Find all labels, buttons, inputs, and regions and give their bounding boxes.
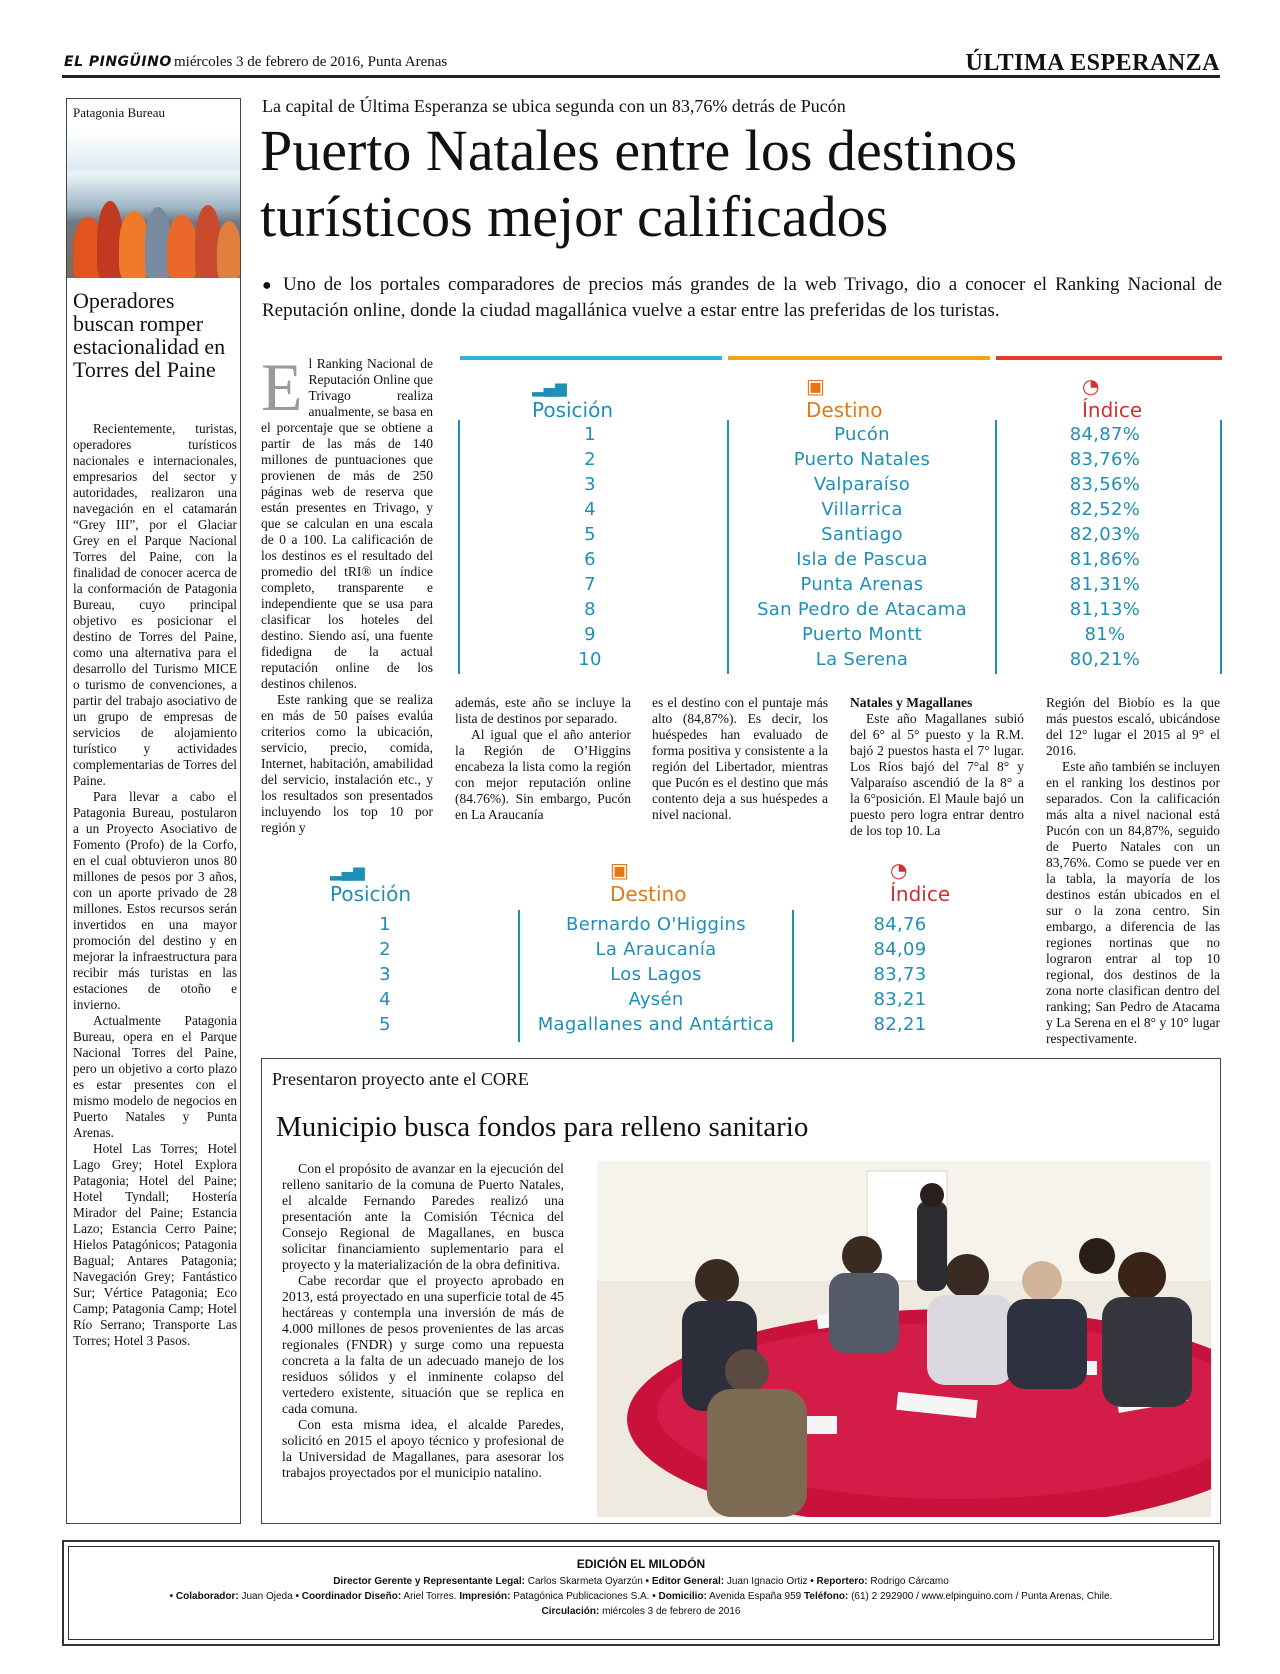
story-paragraph: además, este año se incluye la lista de destinos por separado. bbox=[455, 695, 631, 726]
sidebar-paragraph: Para llevar a cabo el Patagonia Bureau, postularon a un Proyecto Asociativo de Fomento (Profo) de la Corfo, en el cual obtuvieron unos 80 millones de pesos por 3 años, con un aporte privado de 28 millones. Estos recursos serán invertidos en una mayor promoción del destino y en mejorar la infraestructura para recibir más turistas en las estaciones de otoño e invierno. bbox=[73, 789, 237, 1012]
story-column-3 bbox=[652, 695, 828, 823]
table-cell-dest: Isla de Pascua bbox=[796, 549, 928, 570]
table2-header-posicion: ▂▄▆ Posición bbox=[330, 863, 412, 906]
newspaper-logo: EL PINGÜINO bbox=[64, 54, 172, 70]
story-deck: La capital de Última Esperanza se ubica segunda con un 83,76% detrás de Pucón bbox=[262, 96, 846, 116]
suitcase-icon: ▣ bbox=[610, 858, 629, 882]
table-cell-dest: Bernardo O'Higgins bbox=[566, 914, 746, 935]
table-cell-idx: 83,76% bbox=[1069, 449, 1141, 470]
gauge-icon: ◔ bbox=[1082, 374, 1100, 398]
table-cell-pos: 1 bbox=[584, 424, 596, 445]
table-cell-pos: 4 bbox=[584, 499, 596, 520]
edition-date: miércoles 3 de febrero de 2016, Punta Arenas bbox=[174, 54, 448, 70]
table-cell-pos: 3 bbox=[379, 964, 391, 985]
color-bar bbox=[460, 356, 722, 360]
table-cell-pos: 1 bbox=[379, 914, 391, 935]
sidebar-kicker: Patagonia Bureau bbox=[73, 105, 166, 120]
table-cell-idx: 82,03% bbox=[1069, 524, 1141, 545]
table2-header-destino: ▣ Destino bbox=[610, 858, 687, 906]
bar-chart-icon: ▂▄▆ bbox=[532, 379, 567, 397]
story-column-4 bbox=[850, 695, 1024, 839]
color-bar bbox=[996, 356, 1222, 360]
table-cell-dest: Villarrica bbox=[821, 499, 903, 520]
table-divider bbox=[995, 420, 997, 674]
table-cell-idx: 81,13% bbox=[1069, 599, 1141, 620]
sidebar-paragraph: Recientemente, turistas, operadores turísticos nacionales e internacionales, empresarios del sector y autoridades, realizaron una navegación en el catamarán “Grey III”, por el Glaciar Grey en el Parque Nacional Torres del Paine, con la finalidad de conocer acerca de la conformación de Patagonia Bureau, cuyo principal objetivo es posicionar el destino de Torres del Paine, como una alternativa para el desarrollo del Turismo MICE o turismo de convenciones, a partir del trabajo asociativo de un grupo de empresas de servicios de alojamiento turístico y actividades complementarias de Torres del Paine. bbox=[73, 421, 237, 788]
table1-header-indice: ◔ Índice bbox=[1082, 374, 1143, 422]
story-paragraph: Al igual que el año anterior la Región de O’Higgins encabeza la lista como la región con mejor reputación online (84.76%). Sin embargo, Pucón en La Araucanía bbox=[455, 727, 631, 822]
table-divider bbox=[792, 910, 794, 1042]
table-cell-dest: La Araucanía bbox=[595, 939, 717, 960]
table-cell-idx: 82,52% bbox=[1069, 499, 1141, 520]
relleno-headline: Municipio busca fondos para relleno sanitario bbox=[276, 1111, 809, 1143]
staff-line-1: Director Gerente y Representante Legal: Carlos Skarmeta Oyarzún • Editor General: Juan Ignacio Ortiz • Reportero: Rodrigo Cárcamo bbox=[333, 1576, 949, 1587]
sidebar-photo bbox=[67, 131, 240, 278]
table-cell-dest: Puerto Montt bbox=[802, 624, 922, 645]
story-column-2 bbox=[455, 695, 631, 823]
story-title: Puerto Natales entre los destinos turísticos mejor calificados bbox=[260, 118, 1018, 249]
subhead: Natales y Magallanes bbox=[850, 695, 973, 710]
table-cell-dest: San Pedro de Atacama bbox=[757, 599, 967, 620]
story-paragraph: Este año Magallanes subió del 6° al 5° puesto y la R.M. bajó 2 puestos hasta el 7° lugar. Los Ríos bajó del 7°al 8° y Valparaíso ascendió de la 8° a la 6°posición. El Maule bajó un puesto pero logra entrar dentro de los top 10. La bbox=[850, 711, 1024, 838]
suitcase-icon: ▣ bbox=[806, 374, 825, 398]
section-name: ÚLTIMA ESPERANZA bbox=[965, 50, 1220, 76]
table-cell-dest: Magallanes and Antártica bbox=[537, 1014, 775, 1035]
table-cell-dest: Santiago bbox=[821, 524, 903, 545]
table-cell-dest: Pucón bbox=[834, 424, 890, 445]
sidebar-paragraph: Hotel Las Torres; Hotel Lago Grey; Hotel Explora Patagonia; Hotel del Paine; Hotel Tyndall; Hostería Mirador del Paine; Estancia Lazo; Estancia Cerro Paine; Hielos Patagónicos; Patagonia Bagual; Antares Patagonia; Navegación Grey; Fantástico Sur; Vértice Patagonia; Eco Camp; Patagonia Camp; Hotel Río Serrano; Transporte Las Torres; Hotel 3 Pasos. bbox=[73, 1141, 237, 1348]
table-divider bbox=[727, 420, 729, 674]
table-cell-pos: 7 bbox=[584, 574, 596, 595]
relleno-paragraph: Con esta misma idea, el alcalde Paredes, solicitó en 2015 el apoyo técnico y profesional de la Universidad de Magallanes, para asesorar los trabajos proyectados por el municipio natalino. bbox=[282, 1417, 564, 1480]
story-paragraph: Región del Biobío es la que más puestos escaló, ubicándose del 12° lugar el 2015 al 9° el 2016. bbox=[1046, 695, 1220, 758]
story-paragraph: l Ranking Nacional de Reputación Online que Trivago realiza anualmente, se basa en el porcentaje que se obtiene a partir de las más de 140 millones de puntuaciones que provienen de más de 250 páginas web de reserva que están presentes en Trivago, y que se calculan en una escala de 0 a 100. La calificación de los destinos es el resultado del promedio del tRI® un índice completo, transparente e independiente que se usa para clasificar los hoteles del destino. Siendo así, una fuente fidedigna de la actual reputación online de los destinos chilenos. bbox=[261, 356, 434, 691]
bar-chart-icon: ▂▄▆ bbox=[330, 863, 365, 881]
gauge-icon: ◔ bbox=[890, 858, 908, 882]
table-cell-pos: 5 bbox=[584, 524, 596, 545]
story-column-5 bbox=[1046, 695, 1220, 1047]
table-cell-idx: 83,21 bbox=[873, 989, 927, 1010]
table-cell-dest: Aysén bbox=[628, 989, 684, 1010]
relleno-kicker: Presentaron proyecto ante el CORE bbox=[272, 1069, 529, 1089]
table-divider bbox=[458, 420, 460, 674]
table-cell-idx: 84,76 bbox=[873, 914, 927, 935]
staff-line-2: • Colaborador: Juan Ojeda • Coordinador Diseño: Ariel Torres. Impresión: Patagónica Publicaciones S.A. • Domicilio: Avenida España 959 Teléfono: (61) 2 292900 / www.elpinguino.com / Punta Arenas, Chile. bbox=[169, 1591, 1113, 1602]
relleno-paragraph: Con el propósito de avanzar en la ejecución del relleno sanitario de la comuna de Puerto Natales, el alcalde Fernando Paredes realizó una presentación ante la Comisión Técnica del Consejo Regional de Magallanes, en busca solicitar financiamiento suplementario para el proyecto y la materialización de la obra definitiva. bbox=[282, 1161, 564, 1272]
table2-header-indice: ◔ Índice bbox=[890, 858, 951, 906]
table-cell-idx: 80,21% bbox=[1069, 649, 1141, 670]
story-paragraph: es el destino con el puntaje más alto (84,87%). Es decir, los huéspedes han evaluado de forma positiva y consistente a la región del Libertador, mientras que Pucón es el destino que más contento deja a sus huéspedes a nivel nacional. bbox=[652, 695, 828, 822]
relleno-paragraph: Cabe recordar que el proyecto aprobado en 2013, está proyectado en una superficie total de 45 hectáreas y contempla una inversión de más de 4.000 millones de pesos provenientes de las arcas regionales (FNDR) y surge como una repuesta concreta a la falta de un adecuado manejo de los residuos sólidos y el inminente colapso del vertedero existente, situación que se replica en cada comuna. bbox=[282, 1273, 564, 1416]
table-divider bbox=[1220, 420, 1222, 674]
table-cell-idx: 84,87% bbox=[1069, 424, 1141, 445]
sidebar-headline: Operadores buscan romper estacionalidad en Torres del Paine bbox=[73, 288, 226, 382]
sidebar-story bbox=[66, 98, 241, 1524]
table-cell-idx: 81,86% bbox=[1069, 549, 1141, 570]
color-bar bbox=[728, 356, 990, 360]
meeting-photo-illustration bbox=[597, 1161, 1211, 1517]
story-paragraph: Este ranking que se realiza en más de 50 países evalúa criterios como la ubicación, servicio, precio, comida, Internet, habitación, amabilidad del servicio, instalación etc., y los resultados son presentados incluyendo los top 10 por región y bbox=[261, 692, 433, 835]
table-cell-dest: Punta Arenas bbox=[800, 574, 924, 595]
table1-header-posicion: ▂▄▆ Posición bbox=[532, 379, 614, 422]
story-lead bbox=[262, 272, 1222, 323]
table-cell-idx: 83,56% bbox=[1069, 474, 1141, 495]
table-cell-idx: 81,31% bbox=[1069, 574, 1141, 595]
relleno-body bbox=[282, 1161, 564, 1481]
table-cell-pos: 2 bbox=[379, 939, 391, 960]
table-cell-idx: 82,21 bbox=[873, 1014, 927, 1035]
staff-title: EDICIÓN EL MILODÓN bbox=[576, 1557, 706, 1571]
sidebar-paragraph: Actualmente Patagonia Bureau, opera en el Parque Nacional Torres del Paine, pero un objetivo a corto plazo es estar presentes con el mismo modelo de negocios en Puerto Natales y Punta Arenas. bbox=[73, 1013, 237, 1140]
story-paragraph: Este año también se incluyen en el ranking los destinos por separados. Con la calificación más alta a nivel nacional está Pucón con un 84,87%, seguido de Puerto Natales con un 83,76%. Como se puede ver en la tabla, la mayoría de los destinos están ubicados en el sur o la zona centro. Sin embargo, a diferencia de las regiones nortinas que no lograron entrar al top 10 regional, dos destinos de la zona norte clasifican dentro del ranking; San Pedro de Atacama y La Serena en el 8° y 10° lugar respectivamente. bbox=[1046, 759, 1220, 1046]
table-cell-pos: 8 bbox=[584, 599, 596, 620]
lead-text: Uno de los portales comparadores de precios más grandes de la web Trivago, dio a conocer el Ranking Nacional de Reputación online, donde la ciudad magallánica vuelve a estar entre las preferidas de los turistas. bbox=[262, 274, 1223, 321]
bullet-icon: ● bbox=[262, 277, 275, 294]
masthead bbox=[62, 50, 1220, 78]
table-cell-dest: Valparaíso bbox=[813, 474, 911, 495]
staff-line-3: Circulación: miércoles 3 de febrero de 2016 bbox=[541, 1606, 741, 1617]
table-cell-dest: Los Lagos bbox=[610, 964, 702, 985]
table-cell-pos: 2 bbox=[584, 449, 596, 470]
staff-box bbox=[62, 1540, 1220, 1646]
table-cell-pos: 3 bbox=[584, 474, 596, 495]
table-cell-pos: 4 bbox=[379, 989, 391, 1010]
meeting-photo bbox=[597, 1161, 1211, 1517]
sidebar-body bbox=[73, 421, 237, 1349]
dropcap: E bbox=[261, 349, 303, 425]
relleno-story bbox=[261, 1058, 1221, 1524]
table-cell-idx: 84,09 bbox=[873, 939, 927, 960]
story-column-1 bbox=[261, 349, 434, 836]
table-cell-pos: 10 bbox=[578, 649, 602, 670]
table1-header-destino: ▣ Destino bbox=[806, 374, 883, 422]
table-cell-idx: 83,73 bbox=[873, 964, 927, 985]
table-cell-dest: Puerto Natales bbox=[793, 449, 931, 470]
staff-box-inner bbox=[68, 1546, 1214, 1640]
table-divider bbox=[518, 910, 520, 1042]
table-cell-pos: 5 bbox=[379, 1014, 391, 1035]
table-cell-dest: La Serena bbox=[815, 649, 909, 670]
table-cell-pos: 9 bbox=[584, 624, 596, 645]
table-cell-idx: 81% bbox=[1084, 624, 1126, 645]
table-cell-pos: 6 bbox=[584, 549, 596, 570]
